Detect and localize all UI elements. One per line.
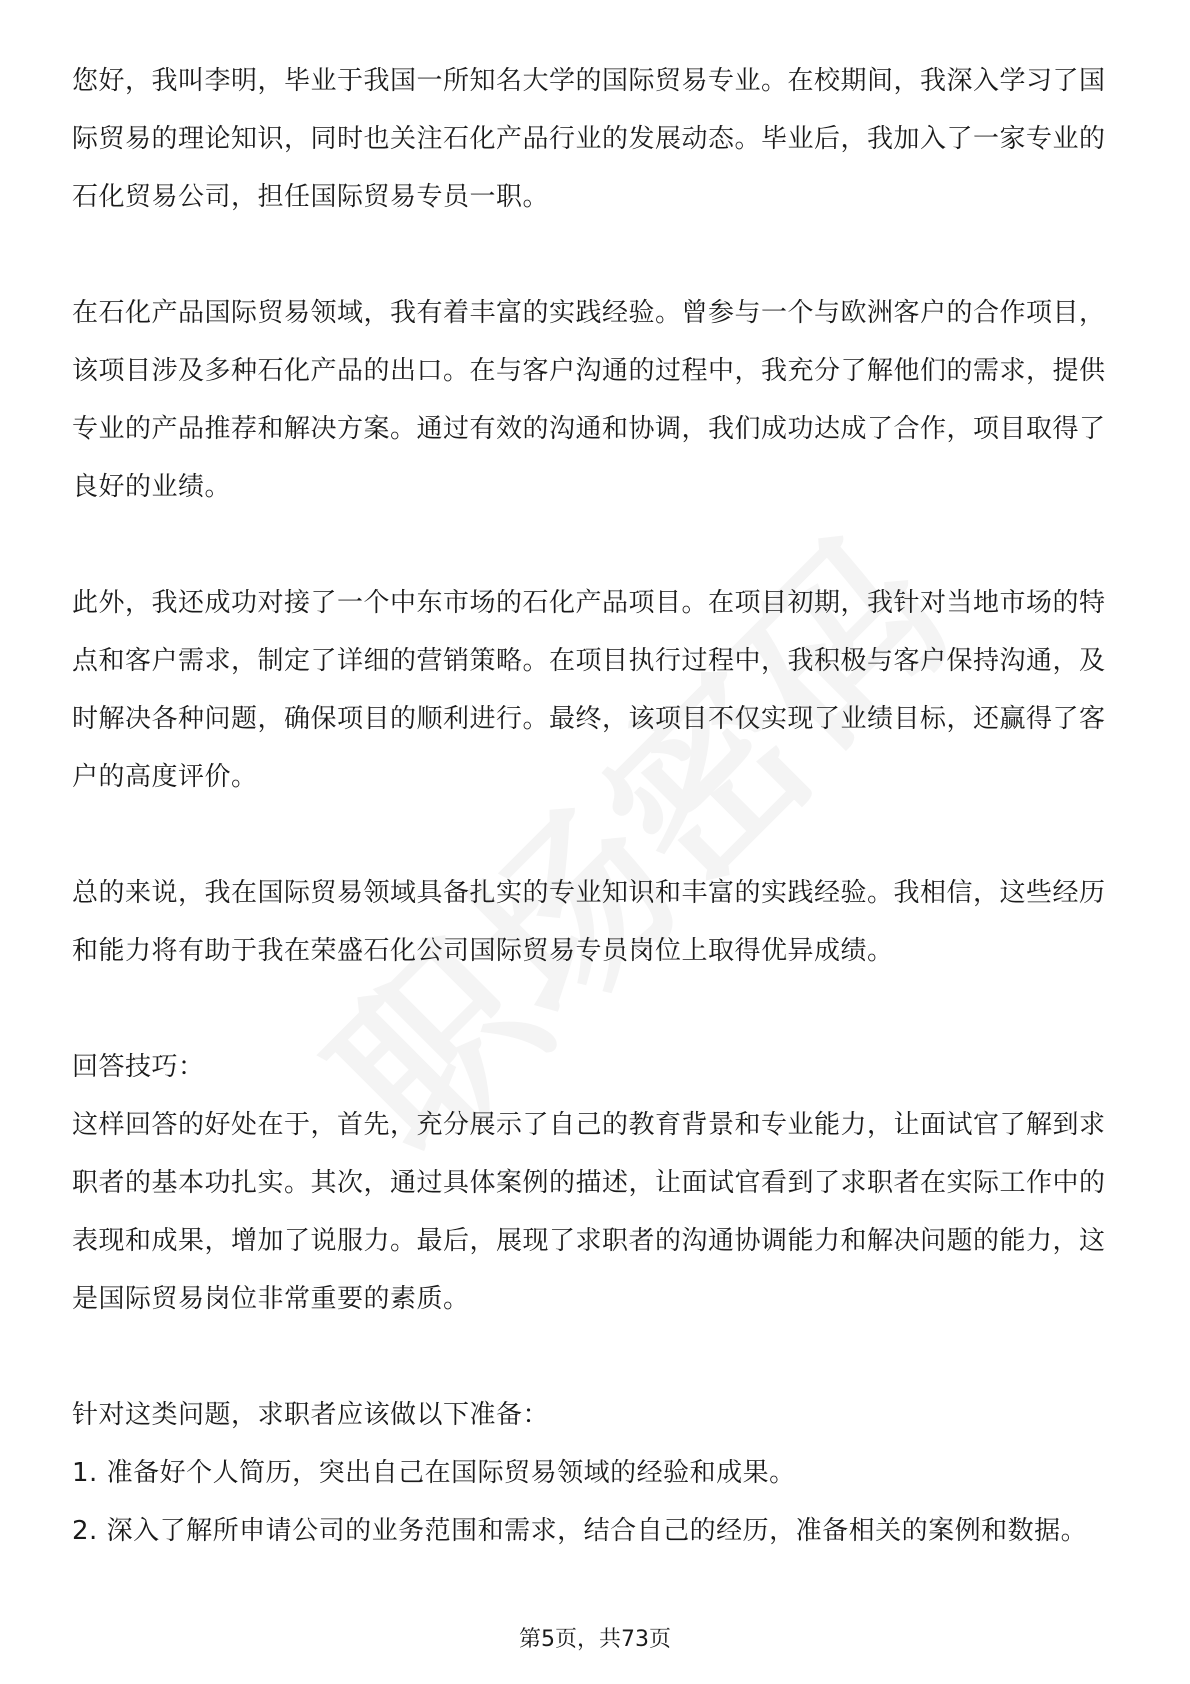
page-number: 第5页，共73页: [519, 1627, 671, 1652]
paragraph-middle-east-project: 此外，我还成功对接了一个中东市场的石化产品项目。在项目初期，我针对当地市场的特点和客户需求，制定了详细的营销策略。在项目执行过程中，我积极与客户保持沟通，及时解决各种问题，确保项目的顺利进行。最终，该项目不仅实现了业绩目标，还赢得了客户的高度评价。: [72, 588, 1106, 792]
tips-body: 这样回答的好处在于，首先，充分展示了自己的教育背景和专业能力，让面试官了解到求职者的基本功扎实。其次，通过具体案例的描述，让面试官看到了求职者在实际工作中的表现和成果，增加了说服力。最后，展现了求职者的沟通协调能力和解决问题的能力，这是国际贸易岗位非常重要的素质。: [72, 1110, 1106, 1314]
document-body: [72, 52, 1120, 1560]
paragraph-intro: 您好，我叫李明，毕业于我国一所知名大学的国际贸易专业。在校期间，我深入学习了国际贸易的理论知识，同时也关注石化产品行业的发展动态。毕业后，我加入了一家专业的石化贸易公司，担任国际贸易专员一职。: [72, 66, 1106, 212]
preparation-heading: 针对这类问题，求职者应该做以下准备：: [72, 1400, 550, 1430]
preparation-item-1: 1. 准备好个人简历，突出自己在国际贸易领域的经验和成果。: [72, 1458, 796, 1488]
tips-heading: 回答技巧：: [72, 1052, 205, 1082]
paragraph-summary: 总的来说，我在国际贸易领域具备扎实的专业知识和丰富的实践经验。我相信，这些经历和能力将有助于我在荣盛石化公司国际贸易专员岗位上取得优异成绩。: [72, 878, 1106, 966]
preparation-item-2: 2. 深入了解所申请公司的业务范围和需求，结合自己的经历，准备相关的案例和数据。: [72, 1516, 1088, 1546]
paragraph-europe-project: 在石化产品国际贸易领域，我有着丰富的实践经验。曾参与一个与欧洲客户的合作项目，该项目涉及多种石化产品的出口。在与客户沟通的过程中，我充分了解他们的需求，提供专业的产品推荐和解决方案。通过有效的沟通和协调，我们成功达成了合作，项目取得了良好的业绩。: [72, 298, 1106, 502]
